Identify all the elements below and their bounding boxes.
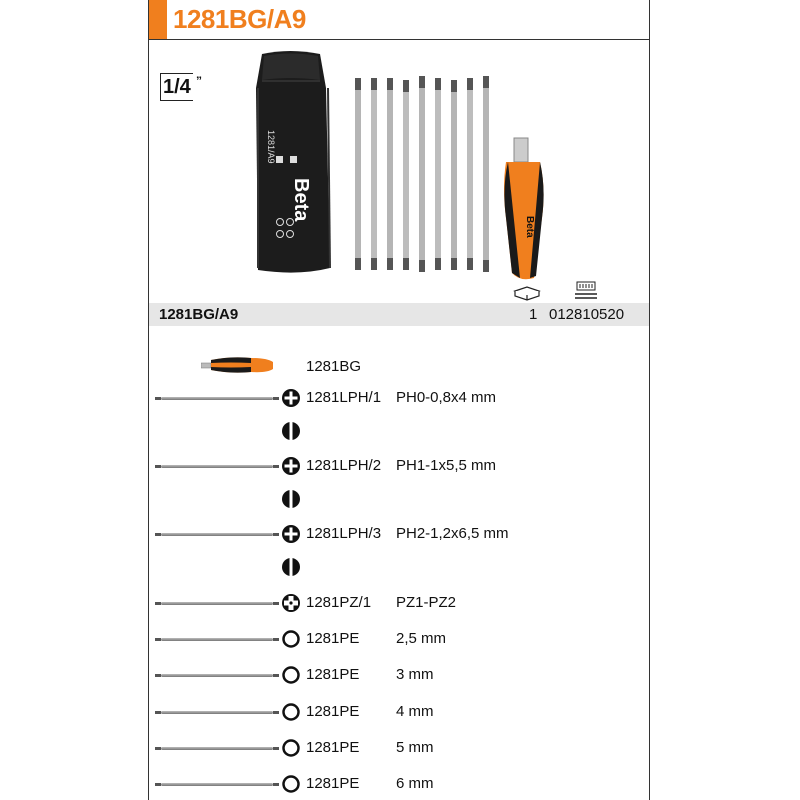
hex-tip-icon xyxy=(281,774,301,794)
article-number: 012810520 xyxy=(549,306,625,323)
title-accent-tab xyxy=(149,0,167,39)
page-title: 1281BG/A9 xyxy=(173,4,306,34)
title-box xyxy=(148,0,650,40)
drive-size-badge xyxy=(160,73,202,101)
component-row xyxy=(149,700,649,724)
reverse-tip-row xyxy=(149,487,649,511)
handle-thumbnail xyxy=(201,354,275,376)
hex-tip-icon xyxy=(281,629,301,649)
phillips-tip-icon xyxy=(281,524,301,544)
drive-unit-mark: ” xyxy=(196,74,202,88)
component-code: 1281LPH/3 xyxy=(306,525,382,542)
product-photo xyxy=(250,48,550,298)
component-row xyxy=(149,522,649,546)
handle-code: 1281BG xyxy=(306,358,362,375)
article-header-bar xyxy=(149,303,649,326)
article-quantity: 1 xyxy=(529,306,538,323)
component-handle-row xyxy=(149,352,649,380)
reverse-tip-row xyxy=(149,419,649,443)
component-row xyxy=(149,454,649,478)
package-icon xyxy=(513,285,541,301)
bit-shaft xyxy=(161,638,273,641)
component-code: 1281PE xyxy=(306,630,360,647)
bit-shaft xyxy=(161,533,273,536)
bit-shaft xyxy=(161,783,273,786)
bit-shaft xyxy=(161,465,273,468)
component-row xyxy=(149,736,649,760)
component-description: 6 mm xyxy=(396,775,434,792)
component-row xyxy=(149,663,649,687)
bit-shaft xyxy=(161,397,273,400)
component-description: PH1-1x5,5 mm xyxy=(396,457,497,474)
component-row xyxy=(149,772,649,796)
component-code: 1281LPH/1 xyxy=(306,389,382,406)
bit-shaft xyxy=(161,747,273,750)
screwdriver-handle xyxy=(504,138,544,279)
handle-brand: Beta xyxy=(524,216,535,238)
component-description: 2,5 mm xyxy=(396,630,447,647)
tool-pouch xyxy=(256,51,330,273)
pozidriv-tip-icon xyxy=(281,593,301,613)
slotted-tip-icon xyxy=(281,421,301,441)
hex-tip-icon xyxy=(281,665,301,685)
drive-fraction: 1/4 xyxy=(163,76,191,98)
component-description: 4 mm xyxy=(396,703,434,720)
component-code: 1281PE xyxy=(306,666,360,683)
component-row xyxy=(149,591,649,615)
phillips-tip-icon xyxy=(281,456,301,476)
component-row xyxy=(149,627,649,651)
component-code: 1281PE xyxy=(306,703,360,720)
component-description: PZ1-PZ2 xyxy=(396,594,457,611)
component-code: 1281LPH/2 xyxy=(306,457,382,474)
component-description: PH0-0,8x4 mm xyxy=(396,389,497,406)
component-code: 1281PE xyxy=(306,739,360,756)
hex-tip-icon xyxy=(281,702,301,722)
component-code: 1281PE xyxy=(306,775,360,792)
slotted-tip-icon xyxy=(281,557,301,577)
bit-set xyxy=(355,76,489,272)
pouch-model: 1281/A9 xyxy=(266,130,276,164)
component-row xyxy=(149,386,649,410)
component-code: 1281PZ/1 xyxy=(306,594,372,611)
reverse-tip-row xyxy=(149,555,649,579)
bit-shaft xyxy=(161,602,273,605)
component-description: 3 mm xyxy=(396,666,434,683)
component-description: PH2-1,2x6,5 mm xyxy=(396,525,509,542)
hex-tip-icon xyxy=(281,738,301,758)
barcode-icon xyxy=(575,280,597,300)
pouch-brand: Beta xyxy=(290,178,312,222)
bit-shaft xyxy=(161,711,273,714)
phillips-tip-icon xyxy=(281,388,301,408)
component-description: 5 mm xyxy=(396,739,434,756)
bit-shaft xyxy=(161,674,273,677)
slotted-tip-icon xyxy=(281,489,301,509)
article-code: 1281BG/A9 xyxy=(159,306,239,323)
